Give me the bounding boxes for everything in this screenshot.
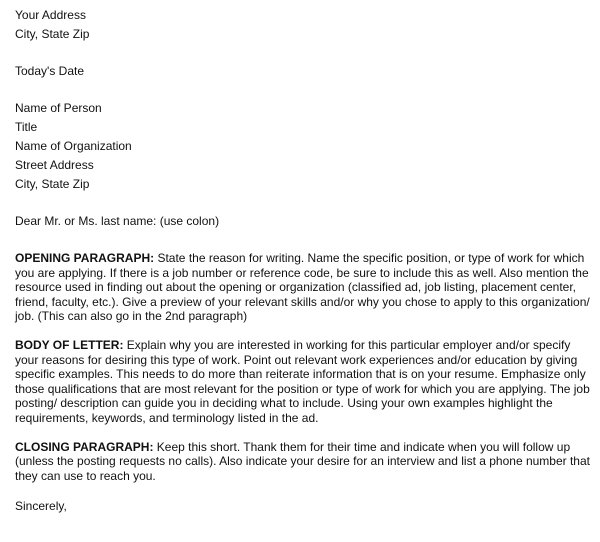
- recipient-organization: Name of Organization: [15, 139, 132, 153]
- signoff: Sincerely,: [15, 499, 67, 514]
- recipient-street: Street Address: [15, 158, 94, 172]
- recipient-name: Name of Person: [15, 101, 102, 115]
- closing-paragraph-body: Keep this short. Thank them for their time and indicate when you will follow up (unless the posting requests no calls). Also indicate your desire for an interview and list a phone number that they can use to reach you.: [15, 439, 590, 483]
- body-paragraph-body: Explain why you are interested in working for this particular employer and/or specify your reasons for desiring this type of work. Point out relevant work experiences and/or education by giving specific examples. This needs to do more than reiterate information that is on your resume. Emphasize only those qualifications that are most relevant for the position or type of work for which you are applying. The job posting/ description can guide you in deciding what to include. Using your own examples highlight the requirements, keywords, and terminology listed in the ad.: [15, 337, 590, 425]
- opening-paragraph-heading: OPENING PARAGRAPH:: [15, 251, 155, 265]
- recipient-city-state-zip: City, State Zip: [15, 177, 90, 191]
- letter-date: Today's Date: [15, 64, 84, 78]
- sender-city-state-zip: City, State Zip: [15, 27, 90, 41]
- opening-paragraph-body: State the reason for writing. Name the specific position, or type of work for which you are applying. If there is a job number or reference code, be sure to include this as well. Also mention the resource used in finding out about the opening or organization (classified ad, job listing, placement center, friend, faculty, etc.). Give a preview of your relevant skills and/or why you chose to apply to this organization/ job. (This can also go in the 2nd paragraph): [15, 251, 590, 324]
- salutation: Dear Mr. or Ms. last name: (use colon): [15, 214, 220, 228]
- closing-paragraph-heading: CLOSING PARAGRAPH:: [15, 439, 154, 454]
- closing-paragraph: [15, 440, 590, 484]
- body-paragraph: [15, 338, 590, 426]
- body-paragraph-heading: BODY OF LETTER:: [15, 337, 124, 352]
- opening-paragraph: [15, 251, 590, 324]
- sender-address: Your Address: [15, 8, 86, 22]
- recipient-title: Title: [15, 120, 38, 134]
